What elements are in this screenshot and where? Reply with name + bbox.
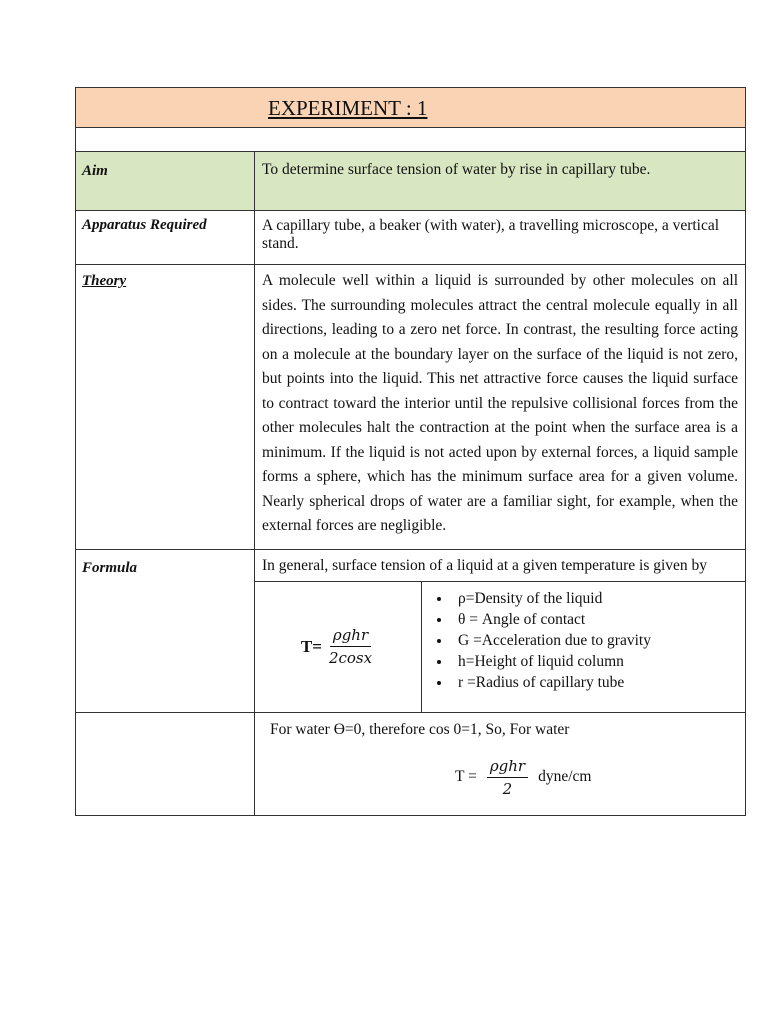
- theory-value: A molecule well within a liquid is surrounded by other molecules on all sides. The surrounding molecules attract the central molecule equally in all directions, leading to a zero net force. In contrast, the resulting force acting on a molecule at the boundary layer on the surface of the liquid is not zero, but points into the liquid. This net attractive force causes the liquid surface to contract toward the interior until the repulsive collisional forces from the other molecules halt the contraction at the point when the surface area is a minimum. If the liquid is not acted upon by external forces, a liquid sample forms a sphere, which has the minimum surface area for a given volume. Nearly spherical drops of water are a familiar sight, for example, when the external forces are negligible.: [255, 265, 746, 550]
- formula-row: [76, 549, 746, 712]
- aim-label: Aim: [76, 152, 255, 211]
- experiment-title: EXPERIMENT : 1: [268, 96, 428, 120]
- title-cell: [76, 88, 746, 128]
- water-cell: [255, 712, 746, 815]
- water-lhs: T =: [455, 768, 477, 785]
- experiment-table: [75, 87, 746, 816]
- symbol-legend: [422, 582, 651, 712]
- experiment-sheet: [75, 87, 745, 816]
- formula-expression: [255, 582, 422, 712]
- formula-detail: [255, 582, 745, 712]
- water-row: [76, 712, 746, 815]
- formula-fraction: [326, 626, 375, 667]
- blank-row: [76, 128, 746, 152]
- water-numerator: ρghr: [487, 757, 528, 778]
- formula-lhs: T=: [300, 636, 322, 656]
- formula-label: Formula: [76, 549, 255, 712]
- legend-item: • ρ=Density of the liquid: [452, 588, 651, 609]
- water-fraction: [487, 757, 528, 798]
- apparatus-label: Apparatus Required: [76, 211, 255, 265]
- water-unit: dyne/cm: [538, 768, 592, 785]
- legend-item: • h=Height of liquid column: [452, 651, 651, 672]
- legend-item: • G =Acceleration due to gravity: [452, 630, 651, 651]
- theory-row: [76, 265, 746, 550]
- aim-value: To determine surface tension of water by rise in capillary tube.: [255, 152, 746, 211]
- legend-item: • θ = Angle of contact: [452, 609, 651, 630]
- apparatus-row: [76, 211, 746, 265]
- formula-intro: In general, surface tension of a liquid at a given temperature is given by: [255, 550, 745, 582]
- legend-item: • r =Radius of capillary tube: [452, 672, 651, 693]
- water-denominator: 2: [502, 779, 513, 798]
- water-statement: For water Ɵ=0, therefore cos 0=1, So, For water: [270, 720, 570, 738]
- formula-numerator: ρghr: [330, 626, 371, 647]
- formula-denominator: 2cosx: [328, 649, 373, 667]
- formula-cell: [255, 549, 746, 712]
- theory-label: Theory: [82, 273, 127, 289]
- apparatus-value: A capillary tube, a beaker (with water), a travelling microscope, a vertical stand.: [255, 211, 746, 265]
- water-formula: [455, 757, 591, 798]
- aim-row: [76, 152, 746, 211]
- water-label-empty: [76, 712, 255, 815]
